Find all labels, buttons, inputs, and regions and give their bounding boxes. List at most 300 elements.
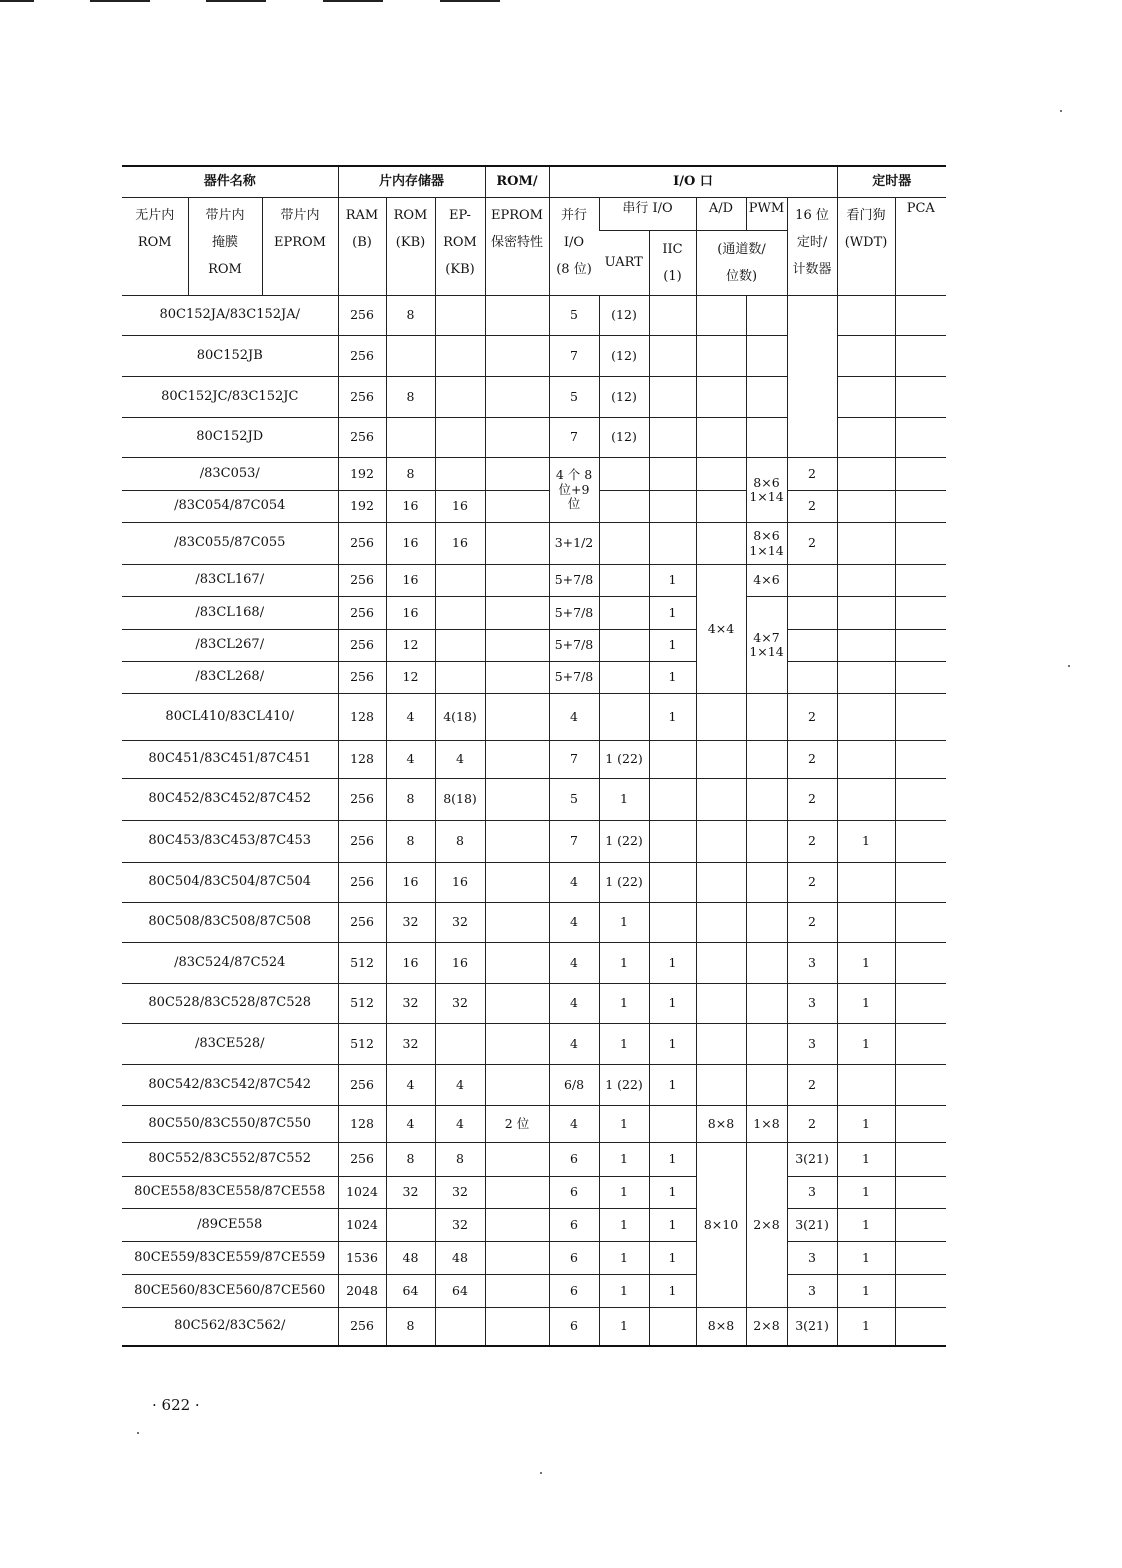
pca-cell xyxy=(895,741,946,779)
iic-cell xyxy=(649,296,696,336)
timer16-header: 16 位 定时/ 计数器 xyxy=(787,198,837,296)
table-row xyxy=(122,630,946,662)
sec-cell xyxy=(485,597,549,630)
ep-cell: 4 xyxy=(435,1065,485,1106)
iic-cell xyxy=(649,779,696,821)
rom-cell: 4 xyxy=(386,694,435,741)
ram-cell: 256 xyxy=(338,630,386,662)
pio-cell: 5 xyxy=(549,296,599,336)
rom-cell xyxy=(386,336,435,377)
io-port-header: I/O 口 xyxy=(549,166,837,198)
ad-cell xyxy=(696,336,746,377)
ad-cell xyxy=(696,779,746,821)
ram-cell: 128 xyxy=(338,694,386,741)
rom-cell: 32 xyxy=(386,1177,435,1209)
ad-cell xyxy=(696,1065,746,1106)
table-row xyxy=(122,1106,946,1143)
ad-cell xyxy=(696,694,746,741)
ram-cell: 256 xyxy=(338,597,386,630)
t16-cell: 2 xyxy=(787,779,837,821)
table-row xyxy=(122,943,946,984)
wdt-cell xyxy=(837,1065,895,1106)
uart-cell xyxy=(599,565,649,597)
iic-cell xyxy=(649,821,696,863)
t16-cell: 2 xyxy=(787,1065,837,1106)
rom-cell: 16 xyxy=(386,863,435,903)
device-name-cell: 80C562/83C562/ xyxy=(122,1308,338,1346)
uart-cell xyxy=(599,694,649,741)
pca-cell xyxy=(895,694,946,741)
pwm-cell xyxy=(746,984,787,1024)
iic-cell: 1 xyxy=(649,597,696,630)
device-name-cell: 80C152JC/83C152JC xyxy=(122,377,338,418)
ep-cell: 4(18) xyxy=(435,694,485,741)
ad-cell xyxy=(696,491,746,523)
table-row xyxy=(122,984,946,1024)
t16-cell: 3 xyxy=(787,1275,837,1308)
uart-cell: 1 (22) xyxy=(599,821,649,863)
rom-cell: 4 xyxy=(386,741,435,779)
t16-cell: 3(21) xyxy=(787,1143,837,1177)
ep-cell xyxy=(435,377,485,418)
pwm-cell: 1×8 xyxy=(746,1106,787,1143)
ad-cell xyxy=(696,741,746,779)
ep-cell: 8(18) xyxy=(435,779,485,821)
pca-cell xyxy=(895,662,946,694)
sec-cell xyxy=(485,630,549,662)
pio-cell: 4 xyxy=(549,1024,599,1065)
wdt-cell: 1 xyxy=(837,1143,895,1177)
sec-cell xyxy=(485,741,549,779)
t16-cell xyxy=(787,662,837,694)
wdt-cell: 1 xyxy=(837,1177,895,1209)
ad-cell xyxy=(696,903,746,943)
rom-cell: 8 xyxy=(386,377,435,418)
ep-cell: 32 xyxy=(435,1177,485,1209)
uart-cell: 1 xyxy=(599,1209,649,1242)
uart-cell: (12) xyxy=(599,418,649,458)
pio-cell: 4 xyxy=(549,903,599,943)
sec-cell xyxy=(485,1209,549,1242)
rom-cell: 8 xyxy=(386,296,435,336)
sec-cell xyxy=(485,418,549,458)
wdt-cell: 1 xyxy=(837,1242,895,1275)
ep-cell xyxy=(435,597,485,630)
rom-header: ROM (KB) xyxy=(386,198,435,296)
table-row xyxy=(122,523,946,565)
wdt-cell xyxy=(837,565,895,597)
pca-header: PCA xyxy=(895,198,946,296)
pwm-cell xyxy=(746,377,787,418)
iic-cell: 1 xyxy=(649,1242,696,1275)
ram-cell: 128 xyxy=(338,741,386,779)
sec-cell xyxy=(485,779,549,821)
t16-cell: 2 xyxy=(787,458,837,491)
rom-cell: 8 xyxy=(386,821,435,863)
pca-cell xyxy=(895,523,946,565)
table-row xyxy=(122,1065,946,1106)
pwm-cell xyxy=(746,1065,787,1106)
uart-cell: (12) xyxy=(599,296,649,336)
ad-cell xyxy=(696,984,746,1024)
device-name-cell: 80C453/83C453/87C453 xyxy=(122,821,338,863)
ep-cell: 32 xyxy=(435,903,485,943)
wdt-cell xyxy=(837,377,895,418)
device-name-cell: /83CL168/ xyxy=(122,597,338,630)
header-row-2 xyxy=(122,198,946,231)
pio-cell: 4 xyxy=(549,943,599,984)
sec-cell xyxy=(485,1143,549,1177)
rom-cell: 8 xyxy=(386,1308,435,1346)
ram-cell: 512 xyxy=(338,984,386,1024)
iic-cell: 1 xyxy=(649,662,696,694)
pio-cell: 7 xyxy=(549,741,599,779)
ep-rom-header: EP- ROM (KB) xyxy=(435,198,485,296)
ram-cell: 128 xyxy=(338,1106,386,1143)
sec-cell xyxy=(485,296,549,336)
table-row xyxy=(122,821,946,863)
ep-cell xyxy=(435,336,485,377)
t16-cell xyxy=(787,565,837,597)
ep-cell xyxy=(435,296,485,336)
t16-cell: 2 xyxy=(787,741,837,779)
table-row xyxy=(122,903,946,943)
serial-io-header: 串行 I/O xyxy=(599,198,696,231)
sec-cell xyxy=(485,458,549,491)
eprom-secure-header: EPROM 保密特性 xyxy=(485,198,549,296)
ad-cell: 4×4 xyxy=(696,565,746,694)
channels-header: (通道数/ 位数) xyxy=(696,231,787,296)
table-row xyxy=(122,458,946,491)
table-row xyxy=(122,741,946,779)
ep-cell xyxy=(435,662,485,694)
sec-cell xyxy=(485,821,549,863)
header-row-1 xyxy=(122,166,946,198)
ram-header: RAM (B) xyxy=(338,198,386,296)
rom-cell: 32 xyxy=(386,903,435,943)
t16-cell: 2 xyxy=(787,863,837,903)
t16-cell: 3(21) xyxy=(787,1209,837,1242)
ep-cell xyxy=(435,565,485,597)
sec-cell xyxy=(485,662,549,694)
sec-cell: 2 位 xyxy=(485,1106,549,1143)
table-row xyxy=(122,1209,946,1242)
pca-cell xyxy=(895,1242,946,1275)
pca-cell xyxy=(895,984,946,1024)
uart-cell xyxy=(599,523,649,565)
pca-cell xyxy=(895,1177,946,1209)
iic-cell: 1 xyxy=(649,565,696,597)
wdt-cell: 1 xyxy=(837,1024,895,1065)
wdt-cell xyxy=(837,296,895,336)
wdt-cell: 1 xyxy=(837,821,895,863)
pwm-cell: 2×8 xyxy=(746,1308,787,1346)
ad-header: A/D xyxy=(696,198,746,231)
pca-cell xyxy=(895,377,946,418)
uart-cell: 1 xyxy=(599,1242,649,1275)
pwm-header: PWM xyxy=(746,198,787,231)
pca-cell xyxy=(895,296,946,336)
pwm-cell xyxy=(746,903,787,943)
ram-cell: 256 xyxy=(338,662,386,694)
sec-cell xyxy=(485,565,549,597)
pca-cell xyxy=(895,336,946,377)
wdt-cell: 1 xyxy=(837,943,895,984)
ep-cell xyxy=(435,1308,485,1346)
pio-cell: 6/8 xyxy=(549,1065,599,1106)
ad-cell xyxy=(696,943,746,984)
pca-cell xyxy=(895,1024,946,1065)
uart-cell xyxy=(599,630,649,662)
uart-cell: 1 xyxy=(599,779,649,821)
ram-cell: 1024 xyxy=(338,1177,386,1209)
t16-cell: 3 xyxy=(787,943,837,984)
iic-header: IIC (1) xyxy=(649,231,696,296)
rom-cell: 64 xyxy=(386,1275,435,1308)
wdt-cell xyxy=(837,523,895,565)
iic-cell xyxy=(649,491,696,523)
t16-cell: 3 xyxy=(787,984,837,1024)
ad-cell: 8×10 xyxy=(696,1143,746,1308)
sec-cell xyxy=(485,903,549,943)
t16-cell: 2 xyxy=(787,523,837,565)
wdt-cell xyxy=(837,630,895,662)
device-name-cell: 80C508/83C508/87C508 xyxy=(122,903,338,943)
rom-cell xyxy=(386,1209,435,1242)
wdt-cell xyxy=(837,491,895,523)
pwm-cell xyxy=(746,741,787,779)
table-row xyxy=(122,1275,946,1308)
device-name-header: 器件名称 xyxy=(122,166,338,198)
uart-cell: 1 xyxy=(599,1143,649,1177)
pio-cell: 6 xyxy=(549,1143,599,1177)
ad-cell xyxy=(696,523,746,565)
iic-cell xyxy=(649,1308,696,1346)
pca-cell xyxy=(895,565,946,597)
device-name-cell: 80C452/83C452/87C452 xyxy=(122,779,338,821)
scan-speck xyxy=(1060,110,1062,112)
wdt-cell xyxy=(837,903,895,943)
pio-cell: 5 xyxy=(549,779,599,821)
pio-cell: 3+1/2 xyxy=(549,523,599,565)
table-row xyxy=(122,491,946,523)
t16-cell: 2 xyxy=(787,821,837,863)
uart-cell: 1 xyxy=(599,903,649,943)
scan-speck xyxy=(137,1432,139,1434)
wdt-cell xyxy=(837,662,895,694)
uart-cell: 1 xyxy=(599,1024,649,1065)
ram-cell: 256 xyxy=(338,523,386,565)
pwm-cell: 4×6 xyxy=(746,565,787,597)
uart-cell: (12) xyxy=(599,377,649,418)
pwm-cell xyxy=(746,943,787,984)
ram-cell: 256 xyxy=(338,1143,386,1177)
sec-cell xyxy=(485,1065,549,1106)
ad-cell xyxy=(696,1024,746,1065)
uart-cell: 1 xyxy=(599,984,649,1024)
device-name-cell: /83CL268/ xyxy=(122,662,338,694)
pio-cell: 5 xyxy=(549,377,599,418)
t16-cell: 3 xyxy=(787,1242,837,1275)
pca-cell xyxy=(895,1209,946,1242)
pio-cell: 5+7/8 xyxy=(549,630,599,662)
ad-cell xyxy=(696,863,746,903)
device-name-cell: 80C552/83C552/87C552 xyxy=(122,1143,338,1177)
pio-cell: 6 xyxy=(549,1177,599,1209)
rom-cell: 4 xyxy=(386,1065,435,1106)
ad-cell: 8×8 xyxy=(696,1106,746,1143)
iic-cell: 1 xyxy=(649,1275,696,1308)
sec-cell xyxy=(485,863,549,903)
pca-cell xyxy=(895,903,946,943)
ram-cell: 256 xyxy=(338,821,386,863)
pca-cell xyxy=(895,1143,946,1177)
iic-cell xyxy=(649,903,696,943)
ep-cell: 8 xyxy=(435,1143,485,1177)
iic-cell: 1 xyxy=(649,1143,696,1177)
rom-cell: 8 xyxy=(386,458,435,491)
sec-cell xyxy=(485,943,549,984)
rom-cell: 32 xyxy=(386,984,435,1024)
sec-cell xyxy=(485,1177,549,1209)
ram-cell: 256 xyxy=(338,296,386,336)
ep-cell: 32 xyxy=(435,984,485,1024)
t16-cell: 2 xyxy=(787,903,837,943)
pca-cell xyxy=(895,630,946,662)
iic-cell: 1 xyxy=(649,630,696,662)
sec-cell xyxy=(485,1242,549,1275)
wdt-cell: 1 xyxy=(837,984,895,1024)
pwm-cell xyxy=(746,336,787,377)
iic-cell xyxy=(649,863,696,903)
t16-cell: 2 xyxy=(787,694,837,741)
ep-cell: 16 xyxy=(435,491,485,523)
rom-cell: 12 xyxy=(386,662,435,694)
device-name-cell: 80C550/83C550/87C550 xyxy=(122,1106,338,1143)
device-name-cell: /83CL267/ xyxy=(122,630,338,662)
timer-header: 定时器 xyxy=(837,166,946,198)
iic-cell: 1 xyxy=(649,694,696,741)
wdt-cell xyxy=(837,336,895,377)
pca-cell xyxy=(895,1106,946,1143)
t16-cell xyxy=(787,597,837,630)
rom-cell: 32 xyxy=(386,1024,435,1065)
wdt-cell xyxy=(837,863,895,903)
rom-cell: 16 xyxy=(386,523,435,565)
wdt-cell xyxy=(837,418,895,458)
pio-cell: 4 xyxy=(549,1106,599,1143)
device-name-cell: 80CE559/83CE559/87CE559 xyxy=(122,1242,338,1275)
pio-cell: 7 xyxy=(549,821,599,863)
ep-cell: 4 xyxy=(435,1106,485,1143)
scan-speck xyxy=(540,1472,542,1474)
device-name-cell: /83C054/87C054 xyxy=(122,491,338,523)
ep-cell: 64 xyxy=(435,1275,485,1308)
uart-cell: 1 xyxy=(599,943,649,984)
ep-cell: 8 xyxy=(435,821,485,863)
scan-mark xyxy=(323,0,383,2)
device-name-cell: 80CE560/83CE560/87CE560 xyxy=(122,1275,338,1308)
iic-cell xyxy=(649,377,696,418)
pio-cell: 6 xyxy=(549,1308,599,1346)
table-row xyxy=(122,694,946,741)
ad-cell xyxy=(696,458,746,491)
pwm-cell: 8×6 1×14 xyxy=(746,523,787,565)
wdt-cell: 1 xyxy=(837,1308,895,1346)
pca-cell xyxy=(895,597,946,630)
ram-cell: 256 xyxy=(338,903,386,943)
pio-cell: 7 xyxy=(549,336,599,377)
pwm-cell: 8×6 1×14 xyxy=(746,458,787,523)
wdt-cell xyxy=(837,597,895,630)
table-row xyxy=(122,662,946,694)
eprom-header: 带片内 EPROM xyxy=(262,198,338,296)
pwm-cell: 4×7 1×14 xyxy=(746,597,787,694)
device-name-cell: /89CE558 xyxy=(122,1209,338,1242)
device-name-cell: /83C524/87C524 xyxy=(122,943,338,984)
watchdog-header: 看门狗 (WDT) xyxy=(837,198,895,296)
iic-cell xyxy=(649,418,696,458)
sec-cell xyxy=(485,1024,549,1065)
uart-cell: 1 xyxy=(599,1177,649,1209)
ram-cell: 1024 xyxy=(338,1209,386,1242)
pwm-cell xyxy=(746,296,787,336)
pca-cell xyxy=(895,863,946,903)
iic-cell: 1 xyxy=(649,1065,696,1106)
rom-eprom-header: ROM/ xyxy=(485,166,549,198)
uart-cell xyxy=(599,491,649,523)
device-name-cell: 80CE558/83CE558/87CE558 xyxy=(122,1177,338,1209)
iic-cell: 1 xyxy=(649,1209,696,1242)
ep-cell: 4 xyxy=(435,741,485,779)
table-row xyxy=(122,863,946,903)
table-row xyxy=(122,296,946,336)
uart-cell: 1 (22) xyxy=(599,741,649,779)
no-rom-header: 无片内 ROM xyxy=(122,198,188,296)
ep-cell xyxy=(435,1024,485,1065)
uart-cell xyxy=(599,597,649,630)
rom-cell: 16 xyxy=(386,597,435,630)
wdt-cell: 1 xyxy=(837,1209,895,1242)
sec-cell xyxy=(485,491,549,523)
table-row xyxy=(122,1308,946,1346)
ad-cell xyxy=(696,821,746,863)
iic-cell: 1 xyxy=(649,1024,696,1065)
table-row xyxy=(122,565,946,597)
pio-cell: 5+7/8 xyxy=(549,565,599,597)
iic-cell: 1 xyxy=(649,943,696,984)
ram-cell: 192 xyxy=(338,491,386,523)
table-row xyxy=(122,1242,946,1275)
scan-mark xyxy=(206,0,266,2)
device-name-cell: /83C053/ xyxy=(122,458,338,491)
ram-cell: 256 xyxy=(338,565,386,597)
pio-cell: 4 xyxy=(549,863,599,903)
rom-cell: 8 xyxy=(386,779,435,821)
wdt-cell: 1 xyxy=(837,1275,895,1308)
pwm-cell xyxy=(746,779,787,821)
iic-cell xyxy=(649,336,696,377)
pio-cell: 6 xyxy=(549,1209,599,1242)
rom-cell: 12 xyxy=(386,630,435,662)
ad-cell xyxy=(696,418,746,458)
uart-cell: (12) xyxy=(599,336,649,377)
ram-cell: 512 xyxy=(338,943,386,984)
pca-cell xyxy=(895,779,946,821)
uart-header: UART xyxy=(599,231,649,296)
ep-cell: 16 xyxy=(435,863,485,903)
pwm-cell xyxy=(746,1024,787,1065)
